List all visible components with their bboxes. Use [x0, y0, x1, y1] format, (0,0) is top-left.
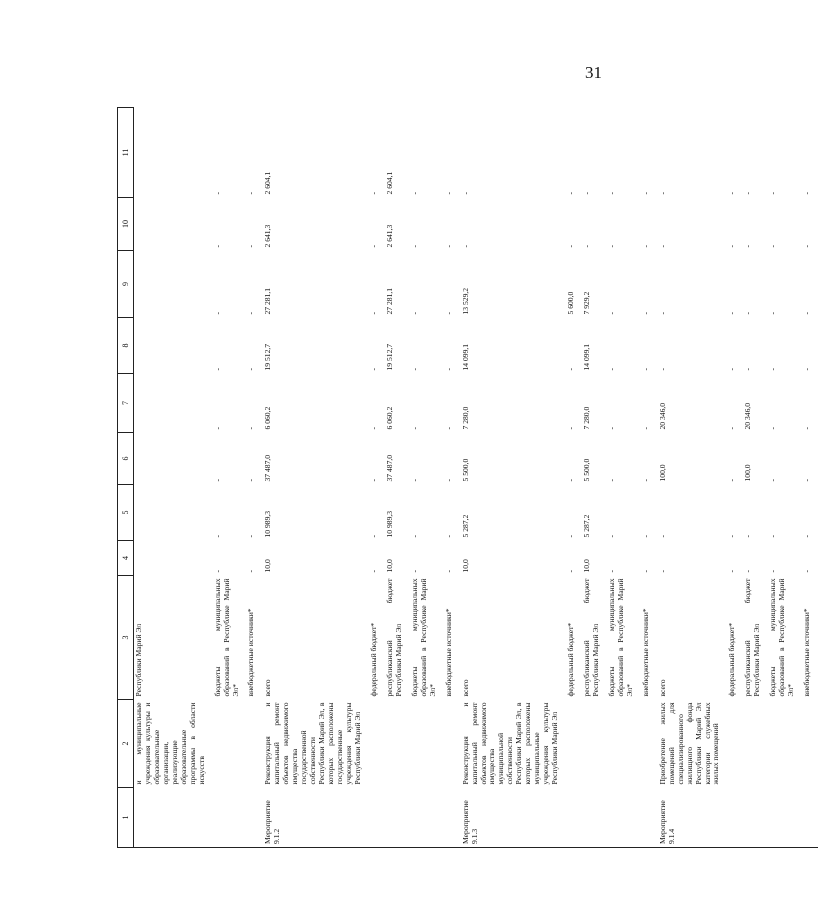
funding-source-cell: бюджеты муниципальных образований в Республике Марий Эл* [409, 578, 437, 697]
event-id-cell [727, 788, 743, 848]
event-id-cell [641, 788, 657, 848]
value-col-10-cell: - [368, 244, 378, 248]
value-col-9-cell: - [743, 311, 753, 315]
value-col-7-cell: - [727, 426, 737, 430]
event-id-cell [369, 788, 385, 848]
col-header-8: 8 [118, 318, 134, 374]
value-col-4-cell [134, 541, 213, 576]
value-col-10-cell: - [566, 244, 576, 248]
table-row [768, 108, 802, 848]
rotated-table-wrapper [117, 108, 812, 848]
value-col-8-cell: - [640, 367, 650, 371]
value-col-10-cell: - [743, 244, 753, 248]
col-header-6: 6 [118, 433, 134, 485]
table-row [369, 108, 385, 848]
value-col-4-cell: 10,0 [384, 559, 394, 573]
value-col-11-cell: - [246, 191, 256, 195]
event-description-cell: Реконструкция и капитальный ремонт объектов недвижимого имущества государственной собственности Республики Марий Эл, в которых расположены государственные учреждения культуры Республики Марий Эл [263, 702, 362, 785]
value-col-6-cell: - [246, 478, 256, 482]
value-col-5-cell: 10 989,3 [384, 510, 394, 538]
value-col-4-cell: 10,0 [582, 559, 592, 573]
value-col-7-cell: - [443, 426, 453, 430]
value-col-5-cell: - [606, 534, 616, 538]
value-col-8-cell: - [368, 367, 378, 371]
value-col-10-cell: 2 641,3 [384, 224, 394, 248]
value-col-6-cell: - [802, 478, 812, 482]
value-col-11-cell: - [582, 191, 592, 195]
funding-source-cell: республиканский бюджет Республики Марий Эл [582, 578, 600, 697]
funding-source-cell: всего [657, 679, 667, 697]
budget-table [117, 107, 818, 848]
value-col-8-cell: - [743, 367, 753, 371]
value-col-8-cell: - [727, 367, 737, 371]
value-col-8-cell: - [566, 367, 576, 371]
value-col-5-cell: - [768, 534, 778, 538]
value-col-10-cell: - [212, 244, 222, 248]
value-col-6-cell: - [768, 478, 778, 482]
value-col-11-cell: - [727, 191, 737, 195]
value-col-11-cell: - [566, 191, 576, 195]
event-description-cell [246, 700, 262, 788]
table-row [460, 108, 566, 848]
funding-source-cell: всего [460, 679, 470, 697]
value-col-5-cell: 10 989,3 [263, 510, 273, 538]
value-col-5-cell [134, 485, 213, 541]
value-col-10-cell: - [582, 244, 592, 248]
table-row [566, 108, 582, 848]
funding-source-cell: республиканский бюджет Республики Марий Эл [384, 578, 403, 697]
value-col-11-cell: - [460, 191, 470, 195]
value-col-4-cell: - [368, 569, 378, 573]
col-header-4: 4 [118, 541, 134, 576]
value-col-9-cell: - [246, 311, 256, 315]
value-col-6-cell: 37 487,0 [263, 454, 273, 482]
value-col-5-cell: 5 287,2 [460, 514, 470, 538]
value-col-8-cell: 19 512,7 [384, 343, 394, 371]
value-col-9-cell: - [768, 311, 778, 315]
value-col-11-cell: - [657, 191, 667, 195]
event-description-cell [743, 700, 768, 788]
value-col-9-cell: - [368, 311, 378, 315]
table-row [213, 108, 247, 848]
funding-source-cell: бюджеты муниципальных образований в Республике Марий Эл* [768, 578, 796, 697]
col-header-7: 7 [118, 374, 134, 433]
value-col-7-cell: - [802, 426, 812, 430]
event-description-cell: Приобретение жилых помещений для специализированного жилищного фонда Республики Марий Эл категории служебных жилых помещений [657, 702, 721, 785]
funding-source-cell: внебюджетные источники* [640, 608, 650, 697]
value-col-11-cell: - [768, 191, 778, 195]
value-col-9-cell: - [802, 311, 812, 315]
value-col-11-cell: - [409, 191, 419, 195]
value-col-6-cell [134, 433, 213, 485]
value-col-8-cell: - [606, 367, 616, 371]
value-col-5-cell: - [743, 534, 753, 538]
value-col-9-cell [134, 251, 213, 318]
col-header-3: 3 [118, 576, 134, 700]
funding-source-cell: бюджеты муниципальных образований в Республике Марий Эл* [212, 578, 240, 697]
value-col-10-cell: - [768, 244, 778, 248]
value-col-5-cell: - [727, 534, 737, 538]
value-col-8-cell: - [768, 367, 778, 371]
event-description-cell [410, 700, 444, 788]
event-id-cell: Мероприятие 9.1.3 [460, 788, 566, 848]
funding-source-cell: Республики Марий Эл [134, 623, 143, 697]
value-col-4-cell: - [606, 569, 616, 573]
col-header-5: 5 [118, 485, 134, 541]
value-col-9-cell: 7 929,2 [582, 291, 592, 315]
funding-source-cell: республиканский бюджет Республики Марий Эл [743, 578, 762, 697]
value-col-8-cell: - [802, 367, 812, 371]
value-col-6-cell: - [727, 478, 737, 482]
value-col-9-cell: - [606, 311, 616, 315]
funding-source-cell: бюджеты муниципальных образований в Республике Марий Эл* [606, 578, 634, 697]
col-header-9: 9 [118, 251, 134, 318]
value-col-5-cell: - [246, 534, 256, 538]
value-col-5-cell: - [443, 534, 453, 538]
value-col-4-cell: - [743, 569, 753, 573]
event-description-cell [727, 700, 743, 788]
value-col-9-cell: - [409, 311, 419, 315]
value-col-11-cell: - [802, 191, 812, 195]
table-row [641, 108, 657, 848]
funding-source-cell: федеральный бюджет* [368, 622, 378, 697]
value-col-6-cell: - [212, 478, 222, 482]
table-row [802, 108, 818, 848]
table-body [134, 108, 818, 848]
value-col-7-cell: - [768, 426, 778, 430]
value-col-11-cell: - [212, 191, 222, 195]
col-header-2: 2 [118, 700, 134, 788]
value-col-10-cell: - [727, 244, 737, 248]
value-col-7-cell: - [368, 426, 378, 430]
table-row [582, 108, 607, 848]
value-col-9-cell: 13 529,2 [460, 287, 470, 315]
value-col-8-cell: - [443, 367, 453, 371]
value-col-7-cell: - [606, 426, 616, 430]
event-id-cell [802, 788, 818, 848]
value-col-6-cell: - [443, 478, 453, 482]
header-row [118, 108, 134, 848]
value-col-9-cell: 27 281,1 [384, 287, 394, 315]
value-col-7-cell: 7 280,0 [582, 406, 592, 430]
value-col-5-cell: - [640, 534, 650, 538]
table-row [607, 108, 641, 848]
value-col-4-cell: - [443, 569, 453, 573]
value-col-8-cell: - [212, 367, 222, 371]
value-col-11-cell: - [443, 191, 453, 195]
event-id-cell [134, 788, 213, 848]
event-description-cell [566, 700, 582, 788]
value-col-11-cell: - [606, 191, 616, 195]
event-description-cell [607, 700, 641, 788]
value-col-11-cell [134, 108, 213, 198]
value-col-9-cell: - [212, 311, 222, 315]
value-col-9-cell: 27 281,1 [263, 287, 273, 315]
value-col-7-cell: 6 060,2 [263, 406, 273, 430]
value-col-9-cell: 5 600,0 [566, 291, 576, 315]
value-col-4-cell: - [409, 569, 419, 573]
value-col-8-cell [134, 318, 213, 374]
funding-source-cell: внебюджетные источники* [802, 608, 812, 697]
value-col-6-cell: - [409, 478, 419, 482]
col-header-11: 11 [118, 108, 134, 198]
table-row [657, 108, 728, 848]
event-id-cell [410, 788, 444, 848]
funding-source-cell: внебюджетные источники* [246, 608, 256, 697]
col-header-10: 10 [118, 198, 134, 251]
value-col-6-cell: 37 487,0 [384, 454, 394, 482]
value-col-8-cell: - [657, 367, 667, 371]
event-description-cell [582, 700, 607, 788]
event-description-cell [802, 700, 818, 788]
value-col-4-cell: - [212, 569, 222, 573]
table-row [246, 108, 262, 848]
value-col-10-cell: - [657, 244, 667, 248]
table-row [444, 108, 460, 848]
value-col-9-cell: - [640, 311, 650, 315]
value-col-6-cell: - [566, 478, 576, 482]
value-col-7-cell: 7 280,0 [460, 406, 470, 430]
value-col-9-cell: - [657, 311, 667, 315]
value-col-10-cell: - [246, 244, 256, 248]
event-id-cell: Мероприятие 9.1.2 [262, 788, 368, 848]
value-col-6-cell: 100,0 [657, 464, 667, 482]
event-id-cell [566, 788, 582, 848]
col-header-1: 1 [118, 788, 134, 848]
table-row [134, 108, 213, 848]
table-row [727, 108, 743, 848]
value-col-7-cell: - [566, 426, 576, 430]
value-col-7-cell: 20 346,0 [743, 402, 753, 430]
event-description-cell [444, 700, 460, 788]
value-col-9-cell: - [443, 311, 453, 315]
value-col-6-cell: - [640, 478, 650, 482]
event-id-cell [768, 788, 802, 848]
value-col-6-cell: - [368, 478, 378, 482]
event-id-cell [743, 788, 768, 848]
event-id-cell [607, 788, 641, 848]
value-col-11-cell: 2 604,1 [263, 171, 273, 195]
funding-source-cell: всего [263, 679, 273, 697]
event-description-cell [213, 700, 247, 788]
event-description-cell [768, 700, 802, 788]
value-col-7-cell: - [246, 426, 256, 430]
value-col-10-cell: - [460, 244, 470, 248]
event-id-cell: Мероприятие 9.1.4 [657, 788, 728, 848]
event-id-cell [246, 788, 262, 848]
value-col-10-cell [134, 198, 213, 251]
event-id-cell [444, 788, 460, 848]
event-description-cell [369, 700, 385, 788]
value-col-11-cell: 2 604,1 [384, 171, 394, 195]
event-description-cell: Реконструкция и капитальный ремонт объектов недвижимого имущества муниципальной собственности Республики Марий Эл, в которых расположены муниципальные учреждения культуры Республики Марий Эл [460, 702, 560, 785]
value-col-8-cell: 14 099,1 [460, 343, 470, 371]
value-col-7-cell: 6 060,2 [384, 406, 394, 430]
table-row [743, 108, 768, 848]
table-row [385, 108, 410, 848]
value-col-5-cell: - [368, 534, 378, 538]
page-number: 31 [585, 63, 602, 82]
value-col-5-cell: 5 287,2 [582, 514, 592, 538]
value-col-4-cell: - [640, 569, 650, 573]
value-col-10-cell: 2 641,3 [263, 224, 273, 248]
event-id-cell [582, 788, 607, 848]
value-col-8-cell: - [409, 367, 419, 371]
value-col-11-cell: - [743, 191, 753, 195]
value-col-4-cell: - [802, 569, 812, 573]
value-col-5-cell: - [566, 534, 576, 538]
value-col-4-cell: 10,0 [460, 559, 470, 573]
value-col-6-cell: - [606, 478, 616, 482]
event-id-cell [213, 788, 247, 848]
value-col-9-cell: - [727, 311, 737, 315]
funding-source-cell: федеральный бюджет* [727, 622, 737, 697]
value-col-5-cell: - [802, 534, 812, 538]
value-col-6-cell: 5 500,0 [582, 458, 592, 482]
value-col-10-cell: - [409, 244, 419, 248]
funding-source-cell: федеральный бюджет* [566, 622, 576, 697]
value-col-11-cell: - [368, 191, 378, 195]
value-col-10-cell: - [640, 244, 650, 248]
value-col-8-cell: 14 099,1 [582, 343, 592, 371]
value-col-10-cell: - [606, 244, 616, 248]
table-row [262, 108, 368, 848]
value-col-6-cell: 100,0 [743, 464, 753, 482]
event-description-cell: и муниципальные учреждения культуры и образовательные организации, реализующие образовательные программы в области искусств [134, 702, 206, 785]
value-col-10-cell: - [802, 244, 812, 248]
value-col-5-cell: - [409, 534, 419, 538]
value-col-11-cell: - [640, 191, 650, 195]
value-col-6-cell: 5 500,0 [460, 458, 470, 482]
value-col-8-cell: 19 512,7 [263, 343, 273, 371]
value-col-4-cell: - [768, 569, 778, 573]
value-col-8-cell: - [246, 367, 256, 371]
value-col-4-cell: - [566, 569, 576, 573]
value-col-7-cell: - [212, 426, 222, 430]
event-id-cell [385, 788, 410, 848]
value-col-4-cell: - [246, 569, 256, 573]
value-col-7-cell: 20 346,0 [657, 402, 667, 430]
table-row [410, 108, 444, 848]
value-col-5-cell: - [657, 534, 667, 538]
value-col-10-cell: - [443, 244, 453, 248]
event-description-cell [385, 700, 410, 788]
value-col-4-cell: - [727, 569, 737, 573]
value-col-5-cell: - [212, 534, 222, 538]
value-col-7-cell: - [409, 426, 419, 430]
value-col-7-cell: - [640, 426, 650, 430]
value-col-7-cell [134, 374, 213, 433]
value-col-4-cell: - [657, 569, 667, 573]
event-description-cell [641, 700, 657, 788]
funding-source-cell: внебюджетные источники* [443, 608, 453, 697]
value-col-4-cell: 10,0 [263, 559, 273, 573]
